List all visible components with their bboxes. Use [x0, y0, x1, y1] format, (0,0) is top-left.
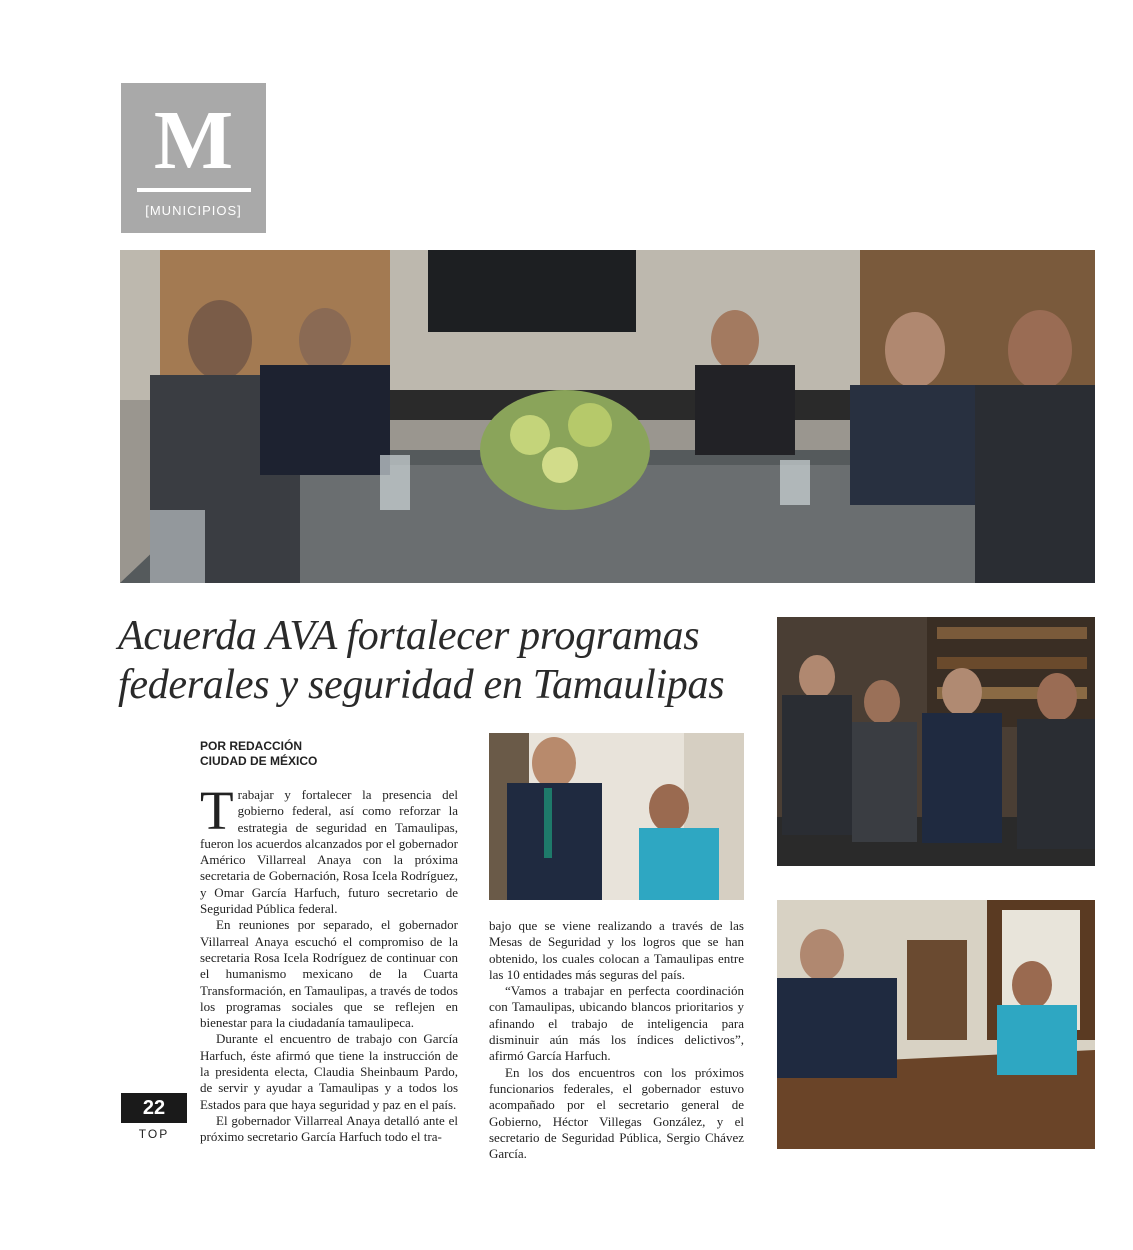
byline	[200, 739, 460, 769]
byline-location: CIUDAD DE MÉXICO	[200, 754, 318, 768]
main-meeting-photo	[120, 250, 1095, 583]
section-label: [MUNICIPIOS]	[145, 203, 242, 218]
paragraph-5: bajo que se viene realizando a través de las Mesas de Seguridad y los logros que se han obtenido, los cuales colocan a Tamaulipas entre las 10 entidades más seguras del país.	[489, 918, 744, 982]
photo-harfuch-handshake	[777, 617, 1095, 866]
dropcap: T	[200, 780, 234, 841]
section-letter: M	[153, 94, 234, 187]
article-headline: Acuerda AVA fortalecer programas federales y seguridad en Tamaulipas	[118, 613, 725, 708]
byline-author: POR REDACCIÓN	[200, 739, 303, 753]
page-number: 22	[121, 1093, 187, 1123]
paragraph-7: En los dos encuentros con los próximos funcionarios federales, el gobernador estuvo acompañado por el secretario general de Gobierno, Héctor Villegas González, y el secretario de Seguridad Pública, Sergio Chávez García.	[489, 1064, 744, 1162]
section-badge	[121, 83, 266, 233]
paragraph-6: “Vamos a trabajar en perfecta coordinación con Tamaulipas, ubicando blancos prioritarios y afinando el trabajo de inteligencia para disminuir aún más los índices delictivos”, afirmó García Harfuch.	[489, 983, 744, 1064]
article-column-2	[489, 918, 744, 1162]
section-rule	[137, 188, 251, 192]
paragraph-4: El gobernador Villarreal Anaya detalló ante el próximo secretario García Harfuch todo el tra-	[200, 1112, 458, 1145]
paragraph-3: Durante el encuentro de trabajo con García Harfuch, éste afirmó que tiene la instrucción de la presidenta electa, Claudia Sheinbaum Pardo, de servir y ayudar a Tamaulipas y a todos los Estados para que haya seguridad y paz en el país.	[200, 1031, 458, 1112]
paragraph-1-text: rabajar y fortalecer la presencia del gobierno federal, así como reforzar la estrategia de seguridad en Tamaulipas, fueron los acuerdos alcanzados por el gobernador Américo Villarreal Anaya con la próxima secretaria de Gobernación, Rosa Icela Rodríguez, y Omar García Harfuch, futuro secretario de Seguridad Pública federal.	[200, 787, 458, 917]
article-column-1	[200, 780, 458, 1146]
photo-rosa-icela-table	[777, 900, 1095, 1149]
photo-rosa-icela-meeting	[489, 733, 744, 900]
paragraph-2: En reuniones por separado, el gobernador Villarreal Anaya escuchó el compromiso de la secretaria Rosa Icela Rodríguez de continuar con el humanismo mexicano de la Cuarta Transformación, en Tamaulipas, a través de todos los programas sociales que se reflejen en bienestar para la ciudadanía tamaulipeca.	[200, 917, 458, 1031]
page-section-label: TOP	[138, 1127, 170, 1141]
paragraph-1	[200, 780, 458, 917]
